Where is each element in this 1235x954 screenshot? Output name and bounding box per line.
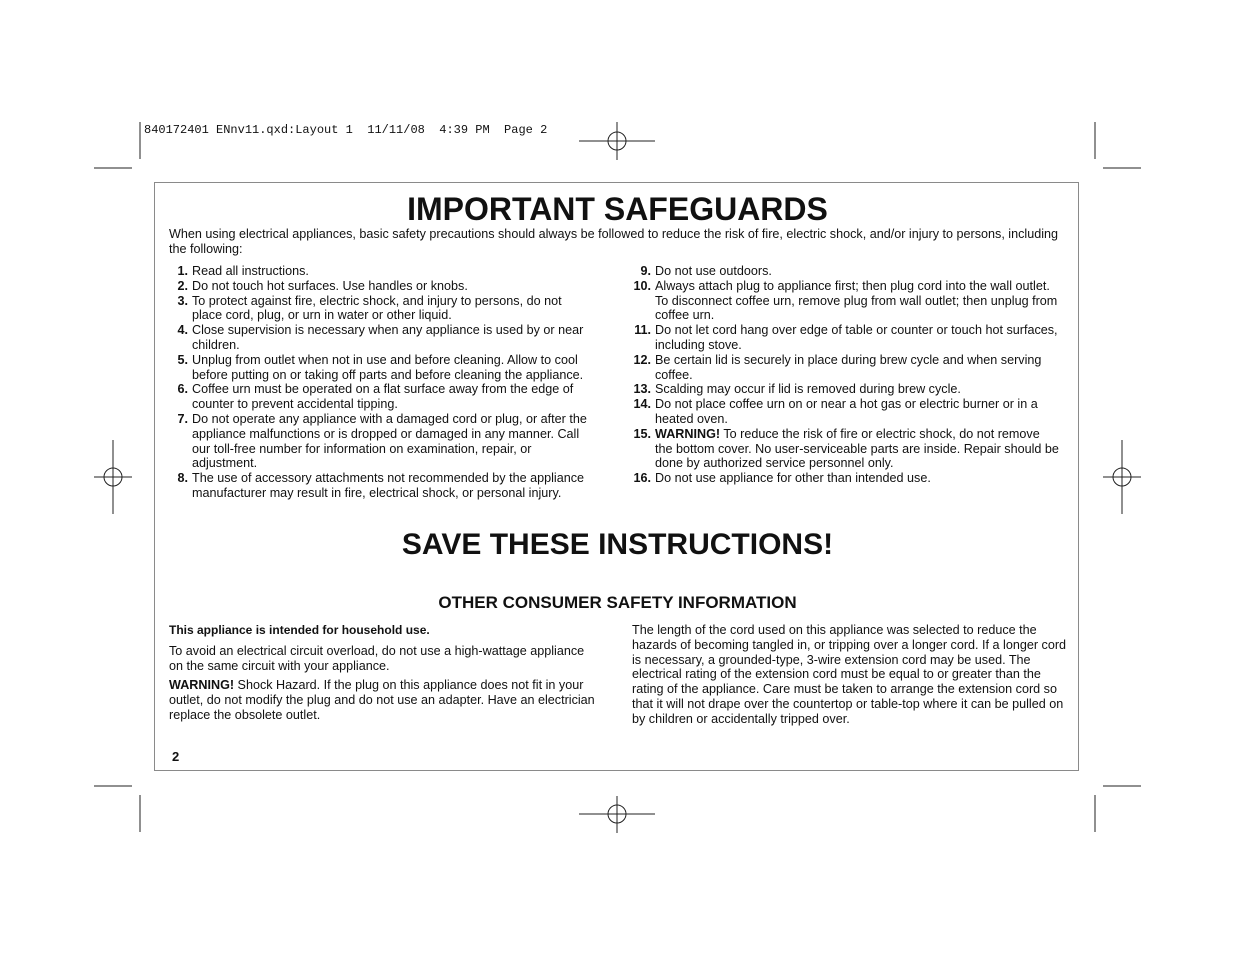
safeguard-text: Do not place coffee urn on or near a hot gas or electric burner or in a heated oven. [655,397,1038,426]
safeguard-item [625,471,1060,486]
safeguard-number: 12. [633,352,651,367]
safeguard-item [625,353,1060,383]
important-safeguards-heading: IMPORTANT SAFEGUARDS [407,191,828,227]
safeguard-item [169,382,594,412]
safeguard-item [169,353,594,383]
safeguard-number: 3. [177,293,188,308]
safeguard-number: 4. [177,323,188,338]
safeguards-list-left [169,264,594,501]
safeguard-text: Close supervision is necessary when any appliance is used by or near children. [192,323,584,352]
safeguard-number: 14. [633,397,651,412]
safeguards-list-right [625,264,1060,486]
safeguard-item [625,427,1060,471]
intro-paragraph: When using electrical appliances, basic safety precautions should always be followed to reduce the risk of fire, electric shock, and/or injury to persons, including the following: [169,227,1059,256]
safeguard-number: 13. [633,382,651,397]
safeguard-item [169,323,594,353]
safeguard-number: 9. [640,264,651,278]
safeguard-text: The use of accessory attachments not recommended by the appliance manufacturer may result in fire, electrical shock, or personal injury. [192,471,585,500]
safeguard-number: 2. [177,278,188,293]
safeguards-panel [154,182,1079,771]
safeguard-text: Coffee urn must be operated on a flat surface away from the edge of counter to prevent accidental tipping. [192,382,574,412]
safeguard-number: 15. [633,426,651,441]
safeguard-item [169,279,594,294]
page-number: 2 [172,749,180,764]
safeguard-item [625,397,1060,427]
safety-info-left-column [169,623,599,728]
save-instructions-heading: SAVE THESE INSTRUCTIONS! [401,528,834,561]
safeguard-item [169,294,594,324]
safeguard-text: Do not use appliance for other than intended use. [655,471,931,486]
print-slug-line: 840172401 ENnv11.qxd:Layout 1 11/11/08 4:39 PM Page 2 [144,123,548,137]
safeguard-text: Do not let cord hang over edge of table or counter or touch hot surfaces, including stove. [655,323,1058,352]
safety-info-right-column [632,623,1070,727]
circuit-overload-paragraph: To avoid an electrical circuit overload, do not use a high-wattage appliance on the same circuit with your appliance. [169,643,585,673]
warning-label: WARNING! [655,426,721,441]
other-safety-info-heading: OTHER CONSUMER SAFETY INFORMATION [438,593,797,612]
safeguard-text: To reduce the risk of fire or electric shock, do not remove the bottom cover. No user-serviceable parts are inside. Repair should be done by authorized service personnel only. [655,426,1059,471]
safeguard-number: 7. [177,411,188,426]
safeguard-number: 8. [177,471,188,486]
safeguard-item [625,264,1060,279]
safeguard-text: Be certain lid is securely in place during brew cycle and when serving coffee. [655,352,1042,382]
extension-cord-paragraph: The length of the cord used on this appliance was selected to reduce the hazards of becoming tangled in, or tripping over a longer cord. If a longer cord is necessary, a grounded-type, 3-wire extension cord may be used. The electrical rating of the extension cord must be equal to or greater than the rating of the appliance. Care must be taken to arrange the extension cord so that it will not drape over the countertop or table-top where it can be pulled on by children or accidentally tripped over. [632,623,1067,726]
safeguard-number: 10. [633,278,651,293]
safeguard-number: 6. [177,382,188,397]
household-use-notice: This appliance is intended for household use. [169,623,430,637]
safeguard-number: 5. [177,352,188,367]
safeguard-item [169,471,594,501]
safeguard-number: 11. [634,323,651,338]
safeguard-text: Unplug from outlet when not in use and before cleaning. Allow to cool before putting on or taking off parts and before cleaning the appliance. [192,352,584,382]
safeguard-item [169,412,594,471]
shock-hazard-paragraph [169,678,599,722]
shock-hazard-text: Shock Hazard. If the plug on this appliance does not fit in your outlet, do not modify the plug and do not use an adapter. Have an electrician replace the obsolete outlet. [169,678,595,722]
safeguard-text: Do not use outdoors. [655,264,772,278]
safeguard-item [625,279,1060,323]
safeguard-item [169,264,594,279]
safeguard-text: Always attach plug to appliance first; then plug cord into the wall outlet. To disconnect coffee urn, remove plug from wall outlet; then unplug from coffee urn. [655,278,1058,323]
safeguard-text: Scalding may occur if lid is removed during brew cycle. [655,382,961,397]
safeguard-text: Read all instructions. [192,264,309,278]
safeguard-item [625,323,1060,353]
safeguard-text: To protect against fire, electric shock, and injury to persons, do not place cord, plug, or urn in water or other liquid. [192,293,562,323]
safeguard-number: 1. [177,264,188,278]
warning-label: WARNING! [169,678,235,693]
safeguard-text: Do not touch hot surfaces. Use handles or knobs. [192,278,468,293]
safeguard-number: 16. [633,471,651,486]
safeguard-item [625,382,1060,397]
safeguard-text: Do not operate any appliance with a damaged cord or plug, or after the appliance malfunctions or is dropped or damaged in any manner. Call our toll-free number for information on examination, repair, or adjustment. [192,411,587,471]
